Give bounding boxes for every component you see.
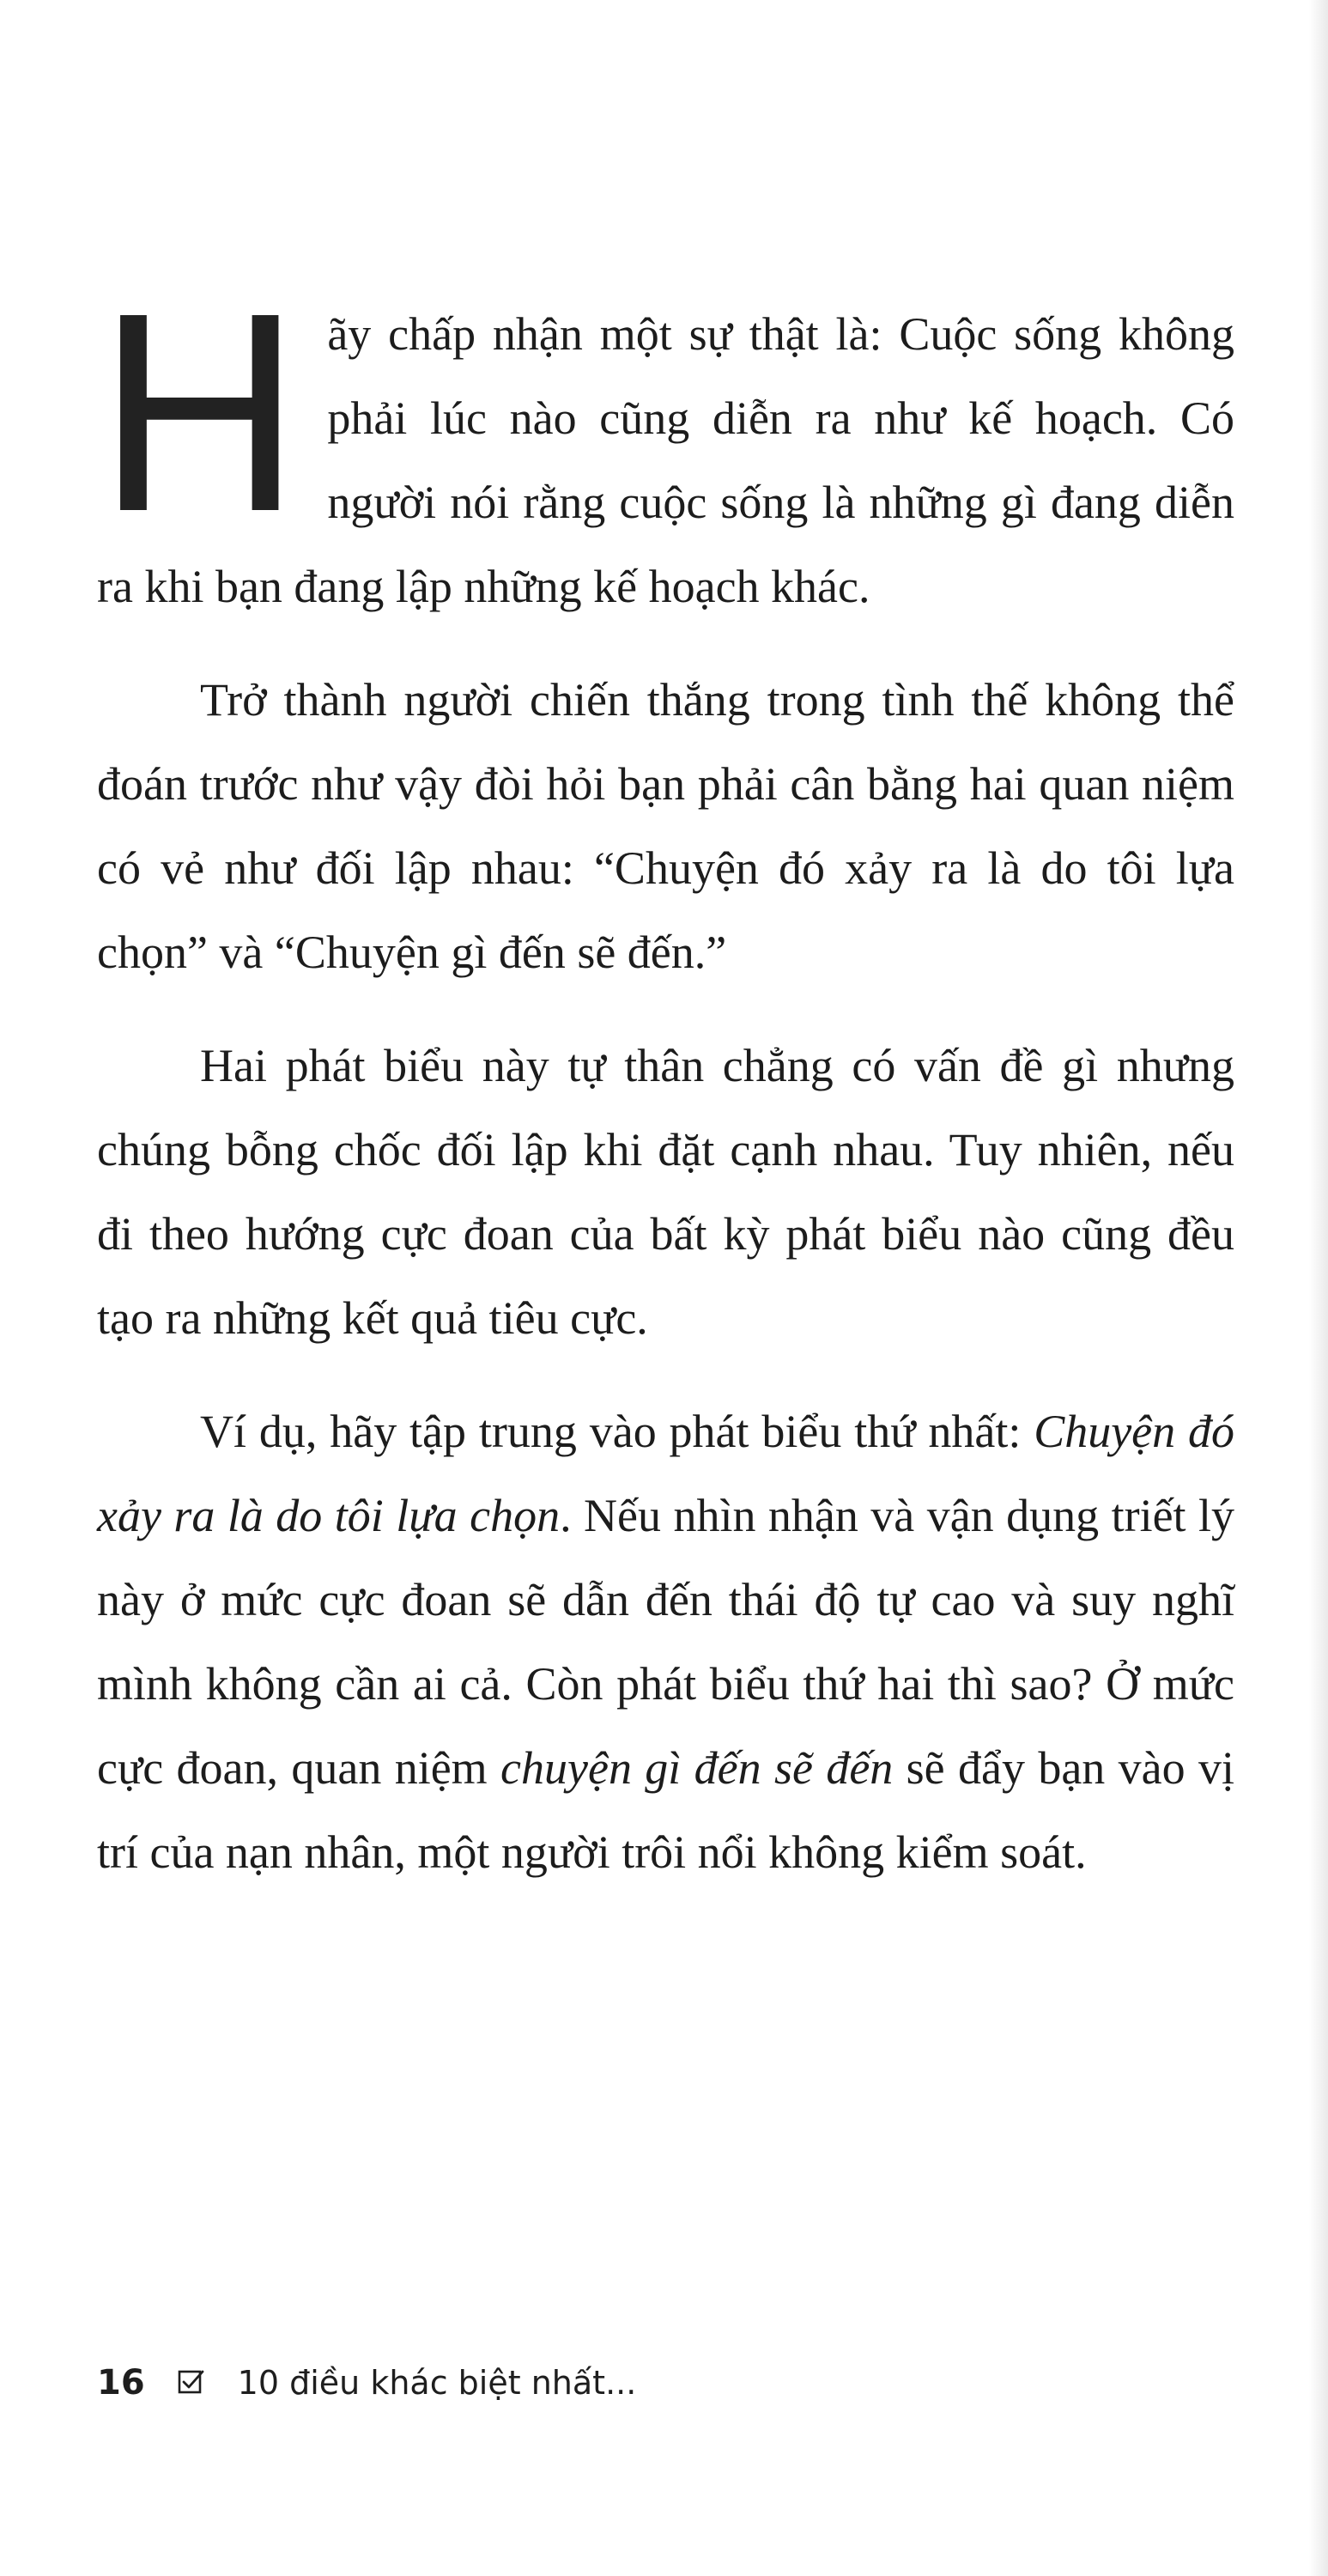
paragraph-1-text: ãy chấp nhận một sự thật là: Cuộc sống không phải lúc nào cũng diễn ra như kế hoạch. Có người nói rằng cuộc sống là những gì đang diễn ra khi bạn đang lập những kế hoạch khác. [97,308,1234,612]
paragraph-3: Hai phát biểu này tự thân chẳng có vấn đề gì nhưng chúng bỗng chốc đối lập khi đặt cạnh nhau. Tuy nhiên, nếu đi theo hướng cực đoan của bất kỳ phát biểu nào cũng đều tạo ra những kết quả tiêu cực. [97,1040,1234,1344]
running-title: 10 điều khác biệt nhất... [237,2364,637,2402]
paragraph-4-part-1: Ví dụ, hãy tập trung vào phát biểu thứ nhất: [200,1406,1034,1457]
page-footer [97,2357,636,2409]
paragraph-4-italic-1: Chuyện đó xảy ra là do tôi lựa chọn [97,1406,1235,1541]
paragraph-4-part-2: . Nếu nhìn nhận và vận dụng triết lý này ở mức cực đoan sẽ dẫn đến thái độ tự cao và suy nghĩ mình không cần ai cả. Còn phát biểu thứ hai thì sao? Ở mức cực đoan, quan niệm [97,1490,1234,1794]
paragraph-2: Trở thành người chiến thắng trong tình thế không thể đoán trước như vậy đòi hỏi bạn phải cân bằng hai quan niệm có vẻ như đối lập nhau: “Chuyện đó xảy ra là do tôi lựa chọn” và “Chuyện gì đến sẽ đến.” [97,674,1234,978]
page-number: 16 [97,2363,145,2403]
paragraph-4-italic-2: chuyện gì đến sẽ đến [500,1742,894,1794]
paragraph-1 [97,253,1234,629]
paragraph-4 [97,1389,1234,1894]
body-text [97,253,1235,1923]
checkbox-checked-icon [178,2369,205,2397]
paragraph-4-part-3: sẽ đẩy bạn vào vị trí của nạn nhân, một người trôi nổi không kiểm soát. [97,1742,1234,1878]
drop-cap: H [97,253,302,570]
page-edge-shadow [1309,0,1328,2576]
